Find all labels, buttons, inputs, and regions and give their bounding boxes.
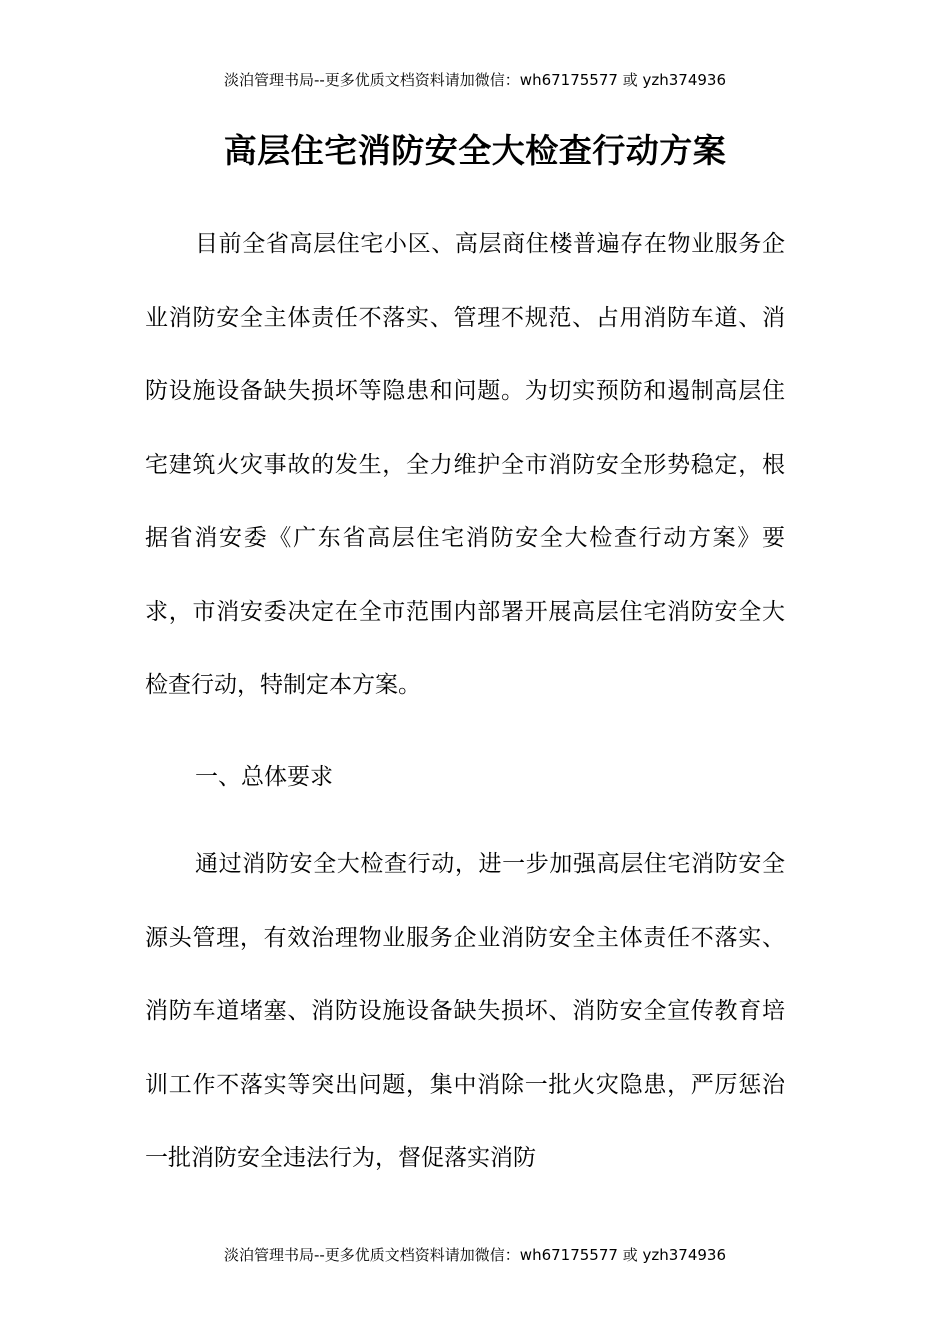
section1-paragraph: 通过消防安全大检查行动，进一步加强高层住宅消防安全源头管理，有效治理物业服务企业消防安全主体责任不落实、消防车道堵塞、消防设施设备缺失损坏、消防安全宣传教育培训工作不落实等突出问题，集中消除一批火灾隐患，严厉惩治一批消防安全违法行为，督促落实消防 — [145, 851, 785, 1171]
intro-paragraph: 目前全省高层住宅小区、高层商住楼普遍存在物业服务企业消防安全主体责任不落实、管理不规范、占用消防车道、消防设施设备缺失损坏等隐患和问题。为切实预防和遏制高层住宅建筑火灾事故的发生，全力维护全市消防安全形势稳定，根据省消安委《广东省高层住宅消防安全大检查行动方案》要求，市消安委决定在全市范围内部署开展高层住宅消防安全大检查行动，特制定本方案。 — [145, 231, 785, 698]
section-heading-general-requirements: 一、总体要求 — [195, 764, 333, 790]
document-title: 高层住宅消防安全大检查行动方案 — [223, 131, 727, 170]
page-header-watermark: 淡泊管理书局--更多优质文档资料请加微信：wh67175577 或 yzh374936 — [223, 71, 726, 89]
page-footer-watermark: 淡泊管理书局--更多优质文档资料请加微信：wh67175577 或 yzh374936 — [223, 1246, 726, 1264]
